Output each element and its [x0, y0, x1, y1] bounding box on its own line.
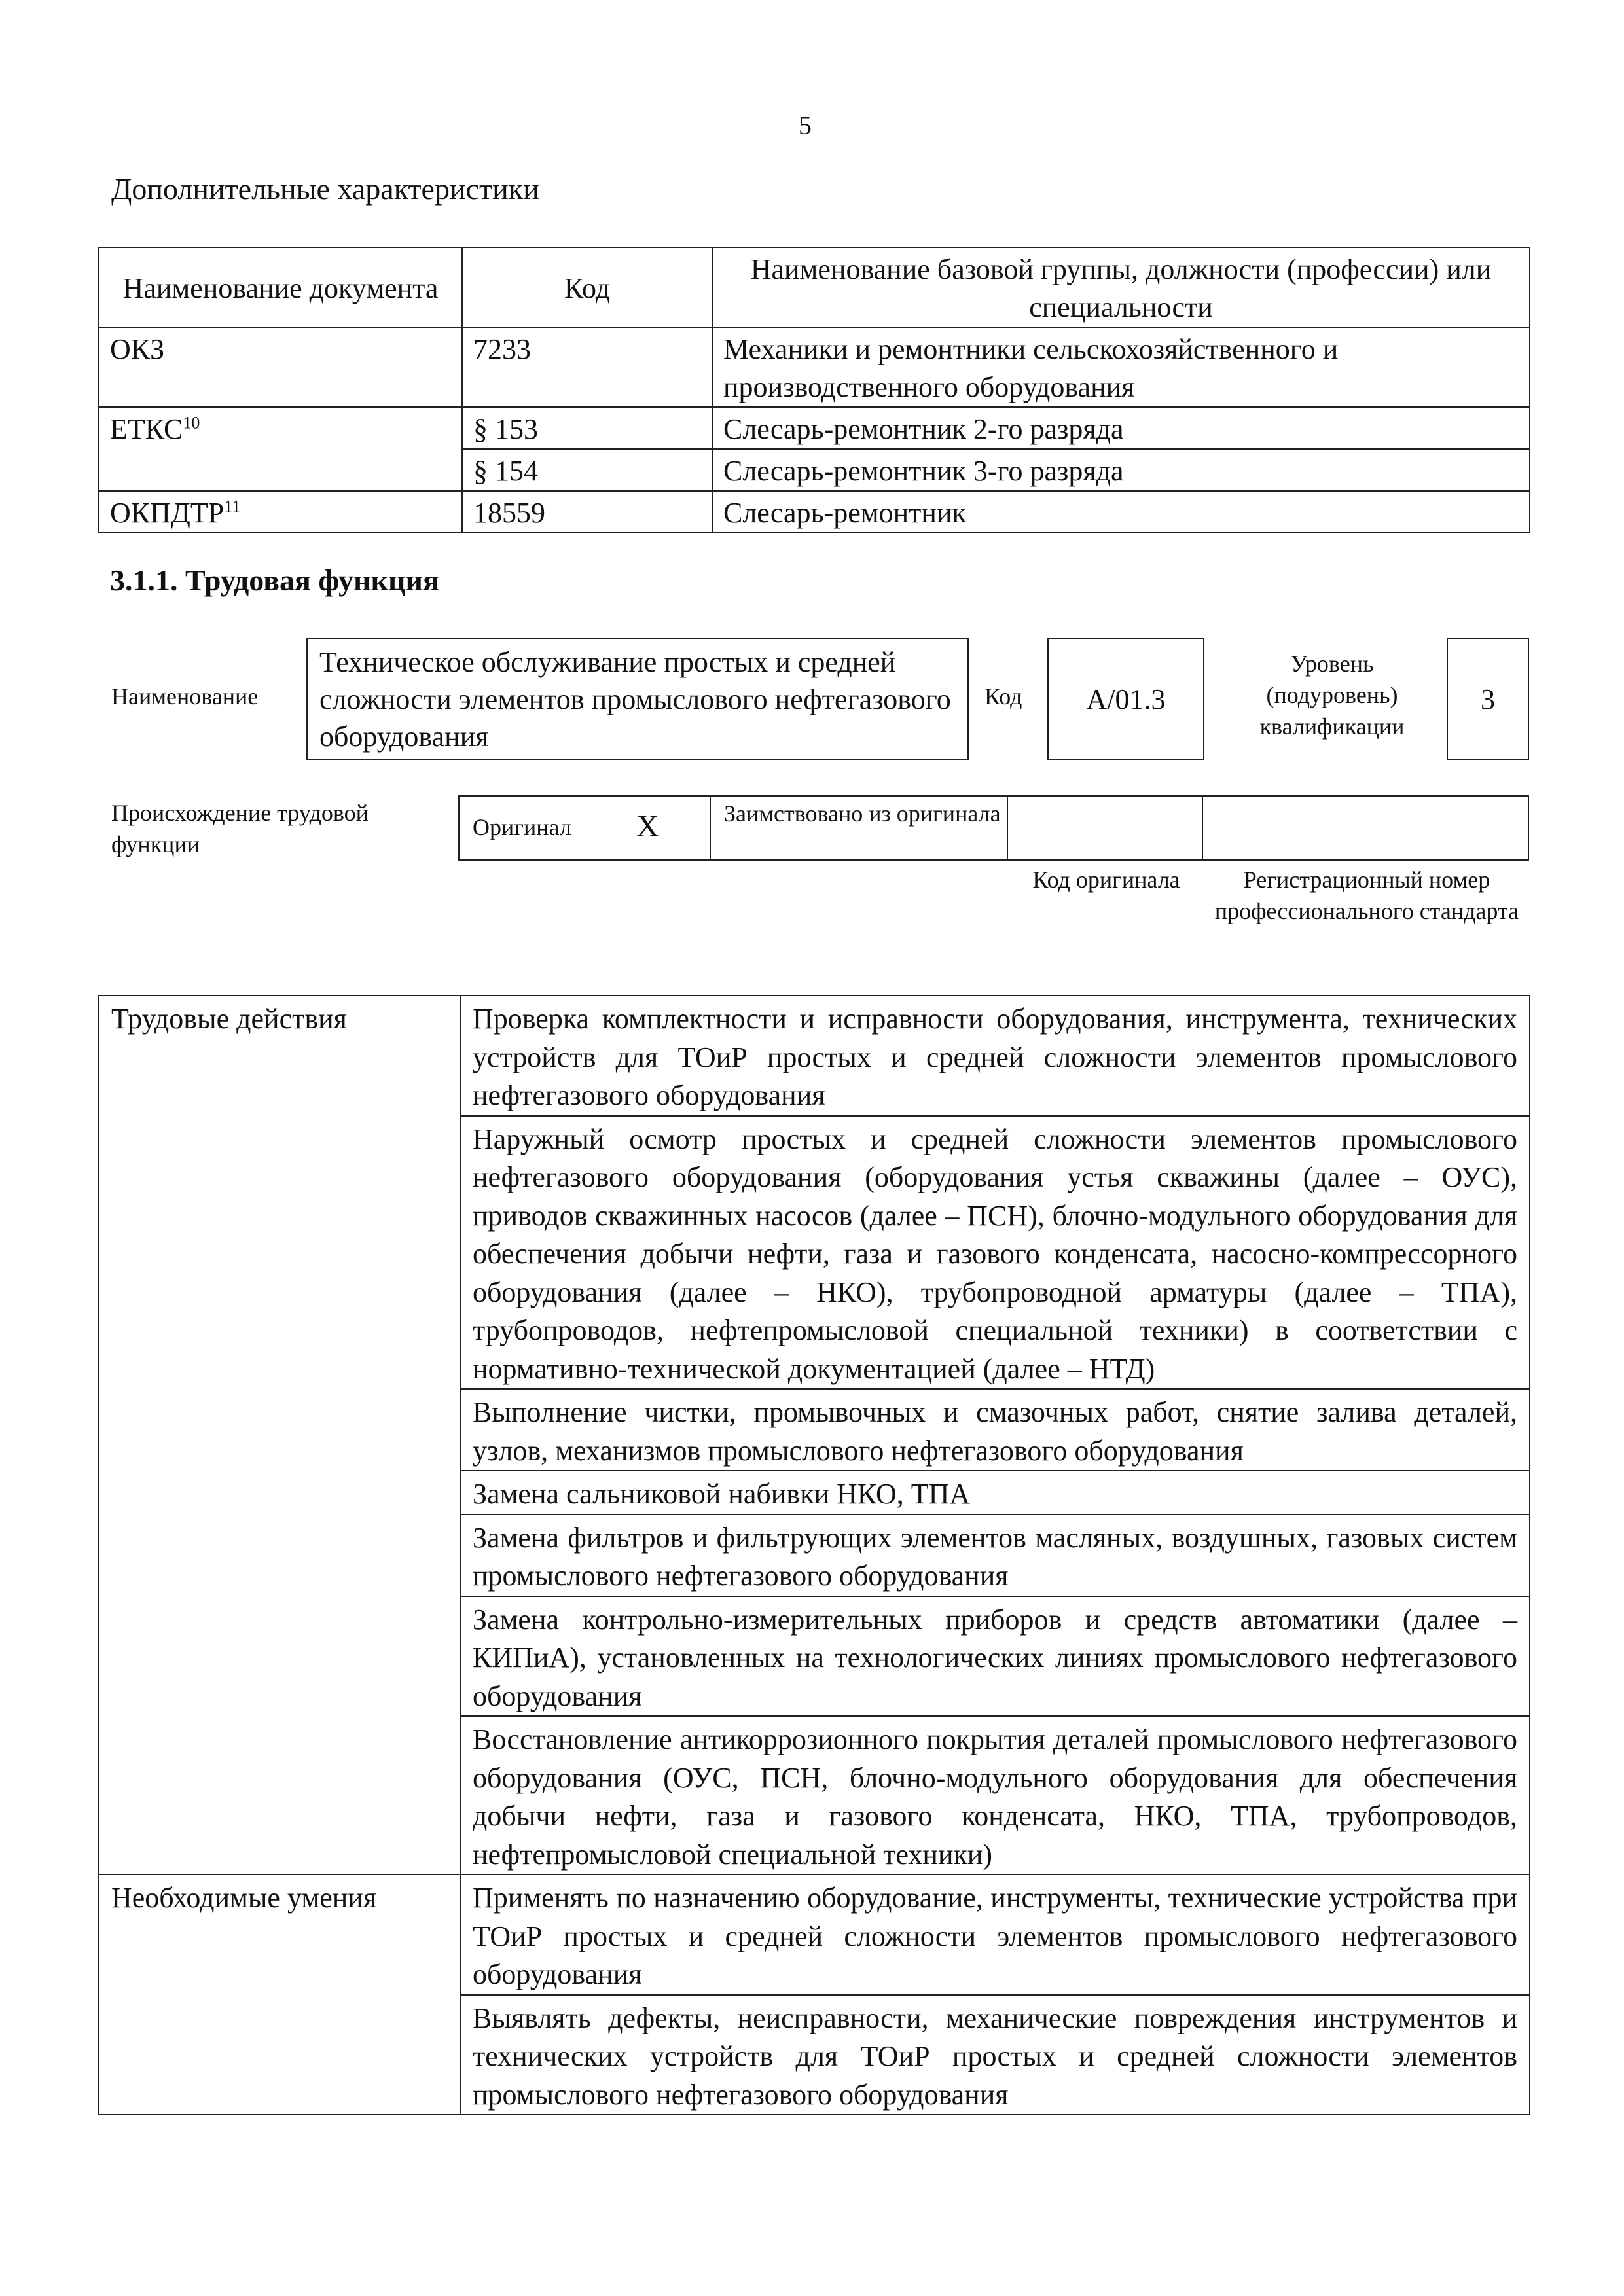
table-row [99, 327, 1530, 407]
labor-function-code [1047, 638, 1204, 760]
cell-code: 7233 [462, 327, 712, 407]
labor-function-name: Техническое обслуживание простых и средней сложности элементов промыслового нефтегазового оборудования [306, 638, 969, 760]
labor-function-heading: 3.1.1. Трудовая функция [110, 564, 439, 597]
original-cell [460, 797, 711, 859]
qualification-level [1447, 638, 1529, 760]
cell-document [99, 327, 462, 407]
header-document: Наименование документа [99, 247, 462, 327]
qualification-level-label: Уровень (подуровень) квалификации [1259, 651, 1405, 740]
required-skill: Применять по назначению оборудование, инструменты, технические устройства при ТОиР простых и средней сложности элементов промыслового нефтегазового оборудования [460, 1874, 1530, 1995]
document-name: ЕТКС [110, 413, 183, 445]
cell-group-name: Слесарь-ремонтник 3-го разряда [712, 449, 1530, 491]
labor-action: Наружный осмотр простых и средней сложности элементов промыслового нефтегазового оборудования (оборудования устья скважины (далее – ОУС), приводов скважинных насосов (далее – ПСН), блочно-модульного оборудования для обеспечения добычи нефти, газа и газового конденсата, насосно-компрессорного оборудования (далее – НКО), трубопроводной арматуры (далее – ТПА), трубопроводов, нефтепромысловой специальной техники) в соответствии с нормативно-технической документацией (далее – НТД) [460, 1116, 1530, 1390]
name-label: Наименование [111, 683, 259, 709]
borrowed-label: Заимствовано из оригинала [724, 800, 1001, 827]
document-name: ОКЗ [110, 333, 165, 365]
document-name: ОКПДТР [110, 497, 225, 529]
cell-code: § 153 [462, 407, 712, 449]
original-code-label: Код оригинала [1032, 867, 1180, 893]
labor-actions-label: Трудовые действия [99, 996, 460, 1874]
labor-function-code-value: А/01.3 [1086, 683, 1166, 715]
header-group-name: Наименование базовой группы, должности (профессии) или специальности [712, 247, 1530, 327]
qualification-level-value: 3 [1481, 683, 1495, 715]
cell-code: 18559 [462, 491, 712, 533]
labor-function-details-table [98, 995, 1530, 2115]
registration-number-label: Регистрационный номер профессионального стандарта [1214, 867, 1519, 924]
labor-action: Проверка комплектности и исправности оборудования, инструмента, технических устройств для ТОиР простых и средней сложности элементов промыслового нефтегазового оборудования [460, 996, 1530, 1116]
table-row [99, 407, 1530, 449]
table-row [99, 1874, 1530, 1995]
additional-characteristics-table [98, 247, 1530, 533]
footnote-mark: 10 [183, 413, 200, 433]
cell-group-name: Слесарь-ремонтник [712, 491, 1530, 533]
code-label: Код [984, 683, 1022, 709]
original-mark: X [636, 809, 659, 844]
original-label: Оригинал [473, 814, 571, 840]
registration-number-cell [1203, 797, 1528, 859]
labor-action: Замена фильтров и фильтрующих элементов масляных, воздушных, газовых систем промыслового нефтегазового оборудования [460, 1515, 1530, 1596]
labor-action: Замена сальниковой набивки НКО, ТПА [460, 1471, 1530, 1515]
borrowed-cell [711, 797, 1008, 859]
labor-action: Выполнение чистки, промывочных и смазочных работ, снятие залива деталей, узлов, механизмов промыслового нефтегазового оборудования [460, 1389, 1530, 1471]
header-code: Код [462, 247, 712, 327]
table-row [99, 996, 1530, 1116]
section-title: Дополнительные характеристики [111, 172, 539, 206]
cell-document [99, 407, 462, 491]
page-number: 5 [799, 111, 812, 140]
required-skills-label: Необходимые умения [99, 1874, 460, 2115]
labor-action: Восстановление антикоррозионного покрытия деталей промыслового нефтегазового оборудования (ОУС, ПСН, блочно-модульного оборудования для обеспечения добычи нефти, газа и газового конденсата, НКО, ТПА, трубопроводов, нефтепромысловой специальной техники) [460, 1716, 1530, 1874]
cell-group-name: Механики и ремонтники сельскохозяйственного и производственного оборудования [712, 327, 1530, 407]
cell-group-name: Слесарь-ремонтник 2-го разряда [712, 407, 1530, 449]
footnote-mark: 11 [224, 497, 241, 516]
cell-code: § 154 [462, 449, 712, 491]
required-skill: Выявлять дефекты, неисправности, механические повреждения инструментов и технических устройств для ТОиР простых и средней сложности элементов промыслового нефтегазового оборудования [460, 1995, 1530, 2115]
origin-label: Происхождение трудовой функции [111, 800, 369, 857]
labor-action: Замена контрольно-измерительных приборов и средств автоматики (далее – КИПиА), установленных на технологических линиях промыслового нефтегазового оборудования [460, 1596, 1530, 1717]
cell-document [99, 491, 462, 533]
table-header-row [99, 247, 1530, 327]
origin-table [458, 795, 1529, 861]
original-code-cell [1008, 797, 1203, 859]
table-row [99, 491, 1530, 533]
